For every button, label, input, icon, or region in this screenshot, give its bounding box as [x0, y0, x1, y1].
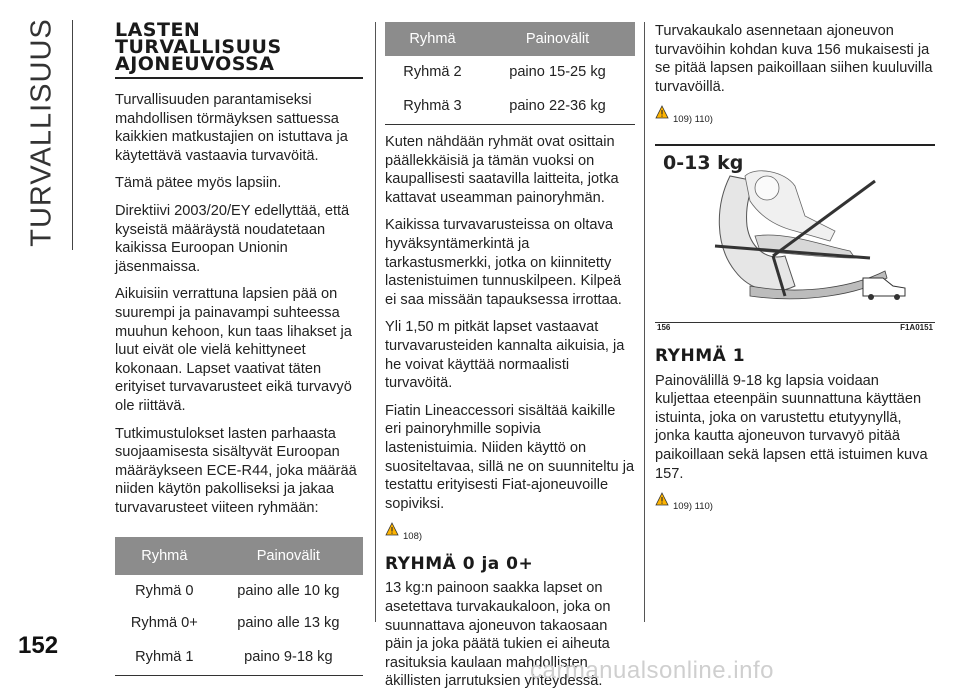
paragraph: Kuten nähdään ryhmät ovat osittain päällekkäisiä ja tämän vuoksi on kaupallisesti saatavilla laitteita, jotka kattavat useamman painoryhmän.	[385, 134, 619, 206]
paragraph: Fiatin Lineaccessori sisältää kaikille eri painoryhmille sopivia lastenistuimia. Niiden käyttö on suositeltavaa, sillä ne on suunniteltu ja testattu erityisesti Fiat-ajoneuvoille sopiviksi.	[385, 402, 635, 512]
warning-icon	[655, 492, 669, 506]
side-section-title: TURVALLISUUS	[25, 18, 58, 247]
paragraph: Aikuisiin verrattuna lapsien pää on suurempi ja painavampi suhteessa muuhun kehoon, kun taas lihakset ja luut eivät ole vielä kehittyneet kokonaan. Lapset vaativat täten erityiset turvavarusteet eikä turvavyö ole riittävä.	[115, 286, 352, 414]
paragraph: Painovälillä 9-18 kg lapsia voidaan kuljettaa eteenpäin suunnattuna käyttäen istuinta, joka on varustettu etutyynyllä, jonka kautta ajoneuvon turvavyö pitää paikoillaan sekä lapsen että istuimen kuva 157.	[655, 372, 928, 482]
paragraph: Turvallisuuden parantamiseksi mahdollisen törmäyksen sattuessa kaikkien matkustajien on istuttava ja käytettävä vastaavia turvavöitä.	[115, 92, 348, 164]
subheading: RYHMÄ 1	[655, 345, 746, 366]
table-header: Ryhmä	[115, 537, 214, 575]
paragraph: Turvakaukalo asennetaan ajoneuvon turvavöihin kohdan kuva 156 mukaisesti ja se pitää lapsen paikoillaan siihen kuuluvilla turvavöillä.	[655, 23, 933, 95]
table-cell: paino alle 10 kg	[237, 583, 340, 600]
table-header: Painovälit	[480, 22, 635, 56]
table-row	[115, 607, 363, 639]
table-header: Painovälit	[214, 537, 363, 575]
table-row	[115, 639, 363, 676]
table-cell: paino 22-36 kg	[509, 97, 606, 114]
warning-reference: 109) 110)	[655, 105, 935, 130]
section-heading: LASTEN TURVALLISUUS AJONEUVOSSA	[115, 19, 282, 75]
table-cell: Ryhmä 2	[403, 63, 462, 80]
column-3	[655, 22, 935, 525]
table-header-row	[385, 22, 635, 56]
weight-groups-table-1	[115, 537, 363, 676]
figure-number: 156	[657, 323, 671, 333]
table-cell: Ryhmä 0	[135, 583, 194, 600]
table-header-row	[115, 537, 363, 575]
paragraph: Tutkimustulokset lasten parhaasta suojaamisesta sisältyvät Euroopan määräykseen ECE-R44, joka määrää niiden käytön pakolliseksi ja jakaa turvavarusteet viiteen ryhmään:	[115, 425, 357, 516]
column-divider	[375, 22, 376, 622]
child-seat-illustration	[655, 146, 935, 322]
watermark: carmanualsonline.info	[530, 657, 774, 684]
weight-groups-table-2	[385, 22, 635, 125]
warning-reference: 109) 110)	[655, 492, 935, 517]
paragraph: Yli 1,50 m pitkät lapset vastaavat turvavarusteiden kannalta aikuisia, ja he voivat käyttää normaalisti turvavöitä.	[385, 319, 625, 392]
column-2	[385, 22, 635, 700]
table-cell: Ryhmä 1	[135, 649, 194, 666]
warning-icon	[385, 522, 399, 536]
table-row	[385, 56, 635, 88]
table-cell: Ryhmä 0+	[130, 615, 198, 632]
figure-code: F1A0151	[900, 323, 933, 333]
warning-reference: 108)	[385, 522, 635, 547]
side-divider	[72, 20, 73, 250]
warning-icon	[655, 105, 669, 119]
table-cell: paino 9-18 kg	[244, 649, 333, 666]
table-row	[385, 88, 635, 125]
table-cell: paino 15-25 kg	[509, 63, 606, 80]
figure-label: 0-13 kg	[663, 151, 744, 174]
page-number: 152	[18, 632, 59, 659]
paragraph: 13 kg:n painoon saakka lapset on asetettava turvakaukaloon, joka on suunnattava ajoneuvon takaosaan päin ja joka päätä tukien ei aiheuta rasituksia kaulaan mahdollisten äkillisten jarrutuksien yhteydessä.	[385, 580, 611, 690]
subheading: RYHMÄ 0 ja 0+	[385, 553, 534, 574]
paragraph: Tämä pätee myös lapsiin.	[115, 175, 282, 192]
table-row	[115, 575, 363, 607]
figure-156	[655, 144, 935, 333]
paragraph: Kaikissa turvavarusteissa on oltava hyväksyntämerkintä ja tarkastusmerkki, jotka on kiinnitetty lastenistuimen tunnuskilpeen. Kilpeä ei saa missään tapauksessa irrottaa.	[385, 217, 622, 308]
heading-rule	[115, 77, 363, 79]
table-header: Ryhmä	[385, 22, 480, 56]
table-cell: paino alle 13 kg	[237, 615, 340, 632]
table-cell: Ryhmä 3	[403, 97, 462, 114]
paragraph: Direktiivi 2003/20/EY edellyttää, että kyseistä määräystä noudatetaan kaikissa Euroopan Unionin jäsenmaissa.	[115, 202, 350, 275]
column-1	[115, 19, 363, 676]
column-divider	[644, 22, 645, 622]
